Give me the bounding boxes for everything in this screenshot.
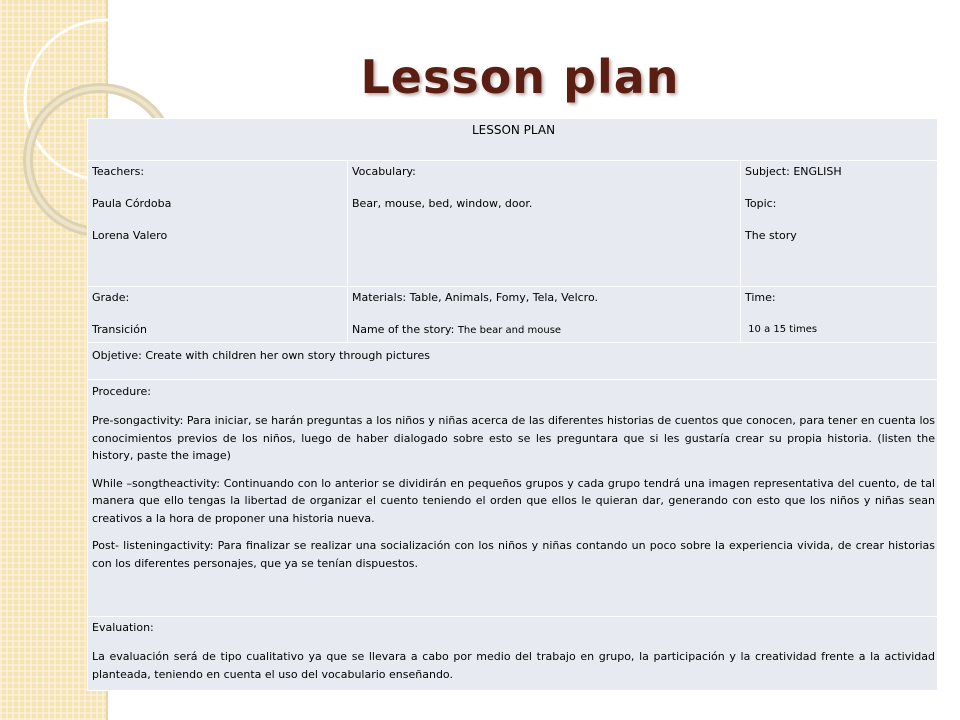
story-name-value: The bear and mouse [457, 325, 562, 336]
objective-text: Objetive: Create with children her own story through pictures [92, 349, 430, 362]
teacher-name: Lorena Valero [92, 229, 168, 242]
procedure-while-activity: While –songtheactivity: Continuando con lo anterior se dividirán en pequeños grupos y cada grupo tendrá una imagen representativa del cuento, de tal manera que ello tengas la libertad de organizar el cuento teniendo el orden que ellos le quieran dar, generando con esto que los niños y niñas sean creativos a la hora de proponer una historia nueva. [92, 476, 935, 525]
table-divider [347, 161, 348, 342]
grade-cell [88, 287, 347, 342]
time-value: 10 a 15 times [745, 324, 818, 335]
teachers-cell [88, 161, 347, 286]
table-divider [88, 616, 939, 617]
page-title: Lesson plan [360, 50, 680, 104]
lesson-plan-table [87, 118, 938, 691]
table-header: LESSON PLAN [471, 123, 556, 137]
topic-value: The story [745, 229, 797, 242]
subject-text: Subject: ENGLISH [745, 165, 842, 178]
procedure-label: Procedure: [92, 385, 151, 398]
procedure-pre-activity: Pre-songactivity: Para iniciar, se harán preguntas a los niños y niñas acerca de las diferentes historias de cuentos que conocen, para tener en cuenta los conocimientos previos de los niños, luego de haber dialogado sobre esto se les preguntara que si les gustaría crear su propia historia. (listen the history, paste the image) [92, 414, 935, 462]
time-cell [741, 287, 939, 342]
table-divider [88, 379, 939, 380]
materials-text: Materials: Table, Animals, Fomy, Tela, Velcro. [352, 291, 598, 304]
table-divider [88, 342, 939, 343]
objective-cell [88, 343, 939, 379]
teachers-label: Teachers: [92, 165, 145, 178]
procedure-cell [88, 380, 939, 616]
table-divider [88, 286, 939, 287]
procedure-post-activity: Post- listeningactivity: Para finalizar se realizar una socialización con los niños y niñas contando un poco sobre la experiencia vivida, de crear historias con los diferentes personajes, que ya se tenían dispuestos. [92, 539, 935, 570]
teacher-name: Paula Córdoba [92, 197, 172, 210]
topic-label: Topic: [745, 197, 777, 210]
time-label: Time: [745, 291, 776, 304]
story-name-label: Name of the story: [352, 323, 458, 336]
grade-label: Grade: [92, 291, 130, 304]
grade-value: Transición [92, 323, 147, 336]
table-divider [88, 160, 939, 161]
vocabulary-words: Bear, mouse, bed, window, door. [352, 197, 533, 210]
table-divider [740, 161, 741, 342]
evaluation-text: La evaluación será de tipo cualitativo ya que se llevara a cabo por medio del trabajo en grupo, la participación y la creatividad frente a la actividad planteada, teniendo en cuenta el uso del vocabulario enseñando. [92, 650, 935, 681]
materials-cell [348, 287, 740, 342]
vocabulary-cell [348, 161, 740, 286]
story-name-line [352, 322, 736, 339]
subject-cell [741, 161, 939, 286]
evaluation-label: Evaluation: [92, 621, 154, 634]
vocabulary-label: Vocabulary: [352, 165, 416, 178]
evaluation-cell [88, 617, 939, 692]
